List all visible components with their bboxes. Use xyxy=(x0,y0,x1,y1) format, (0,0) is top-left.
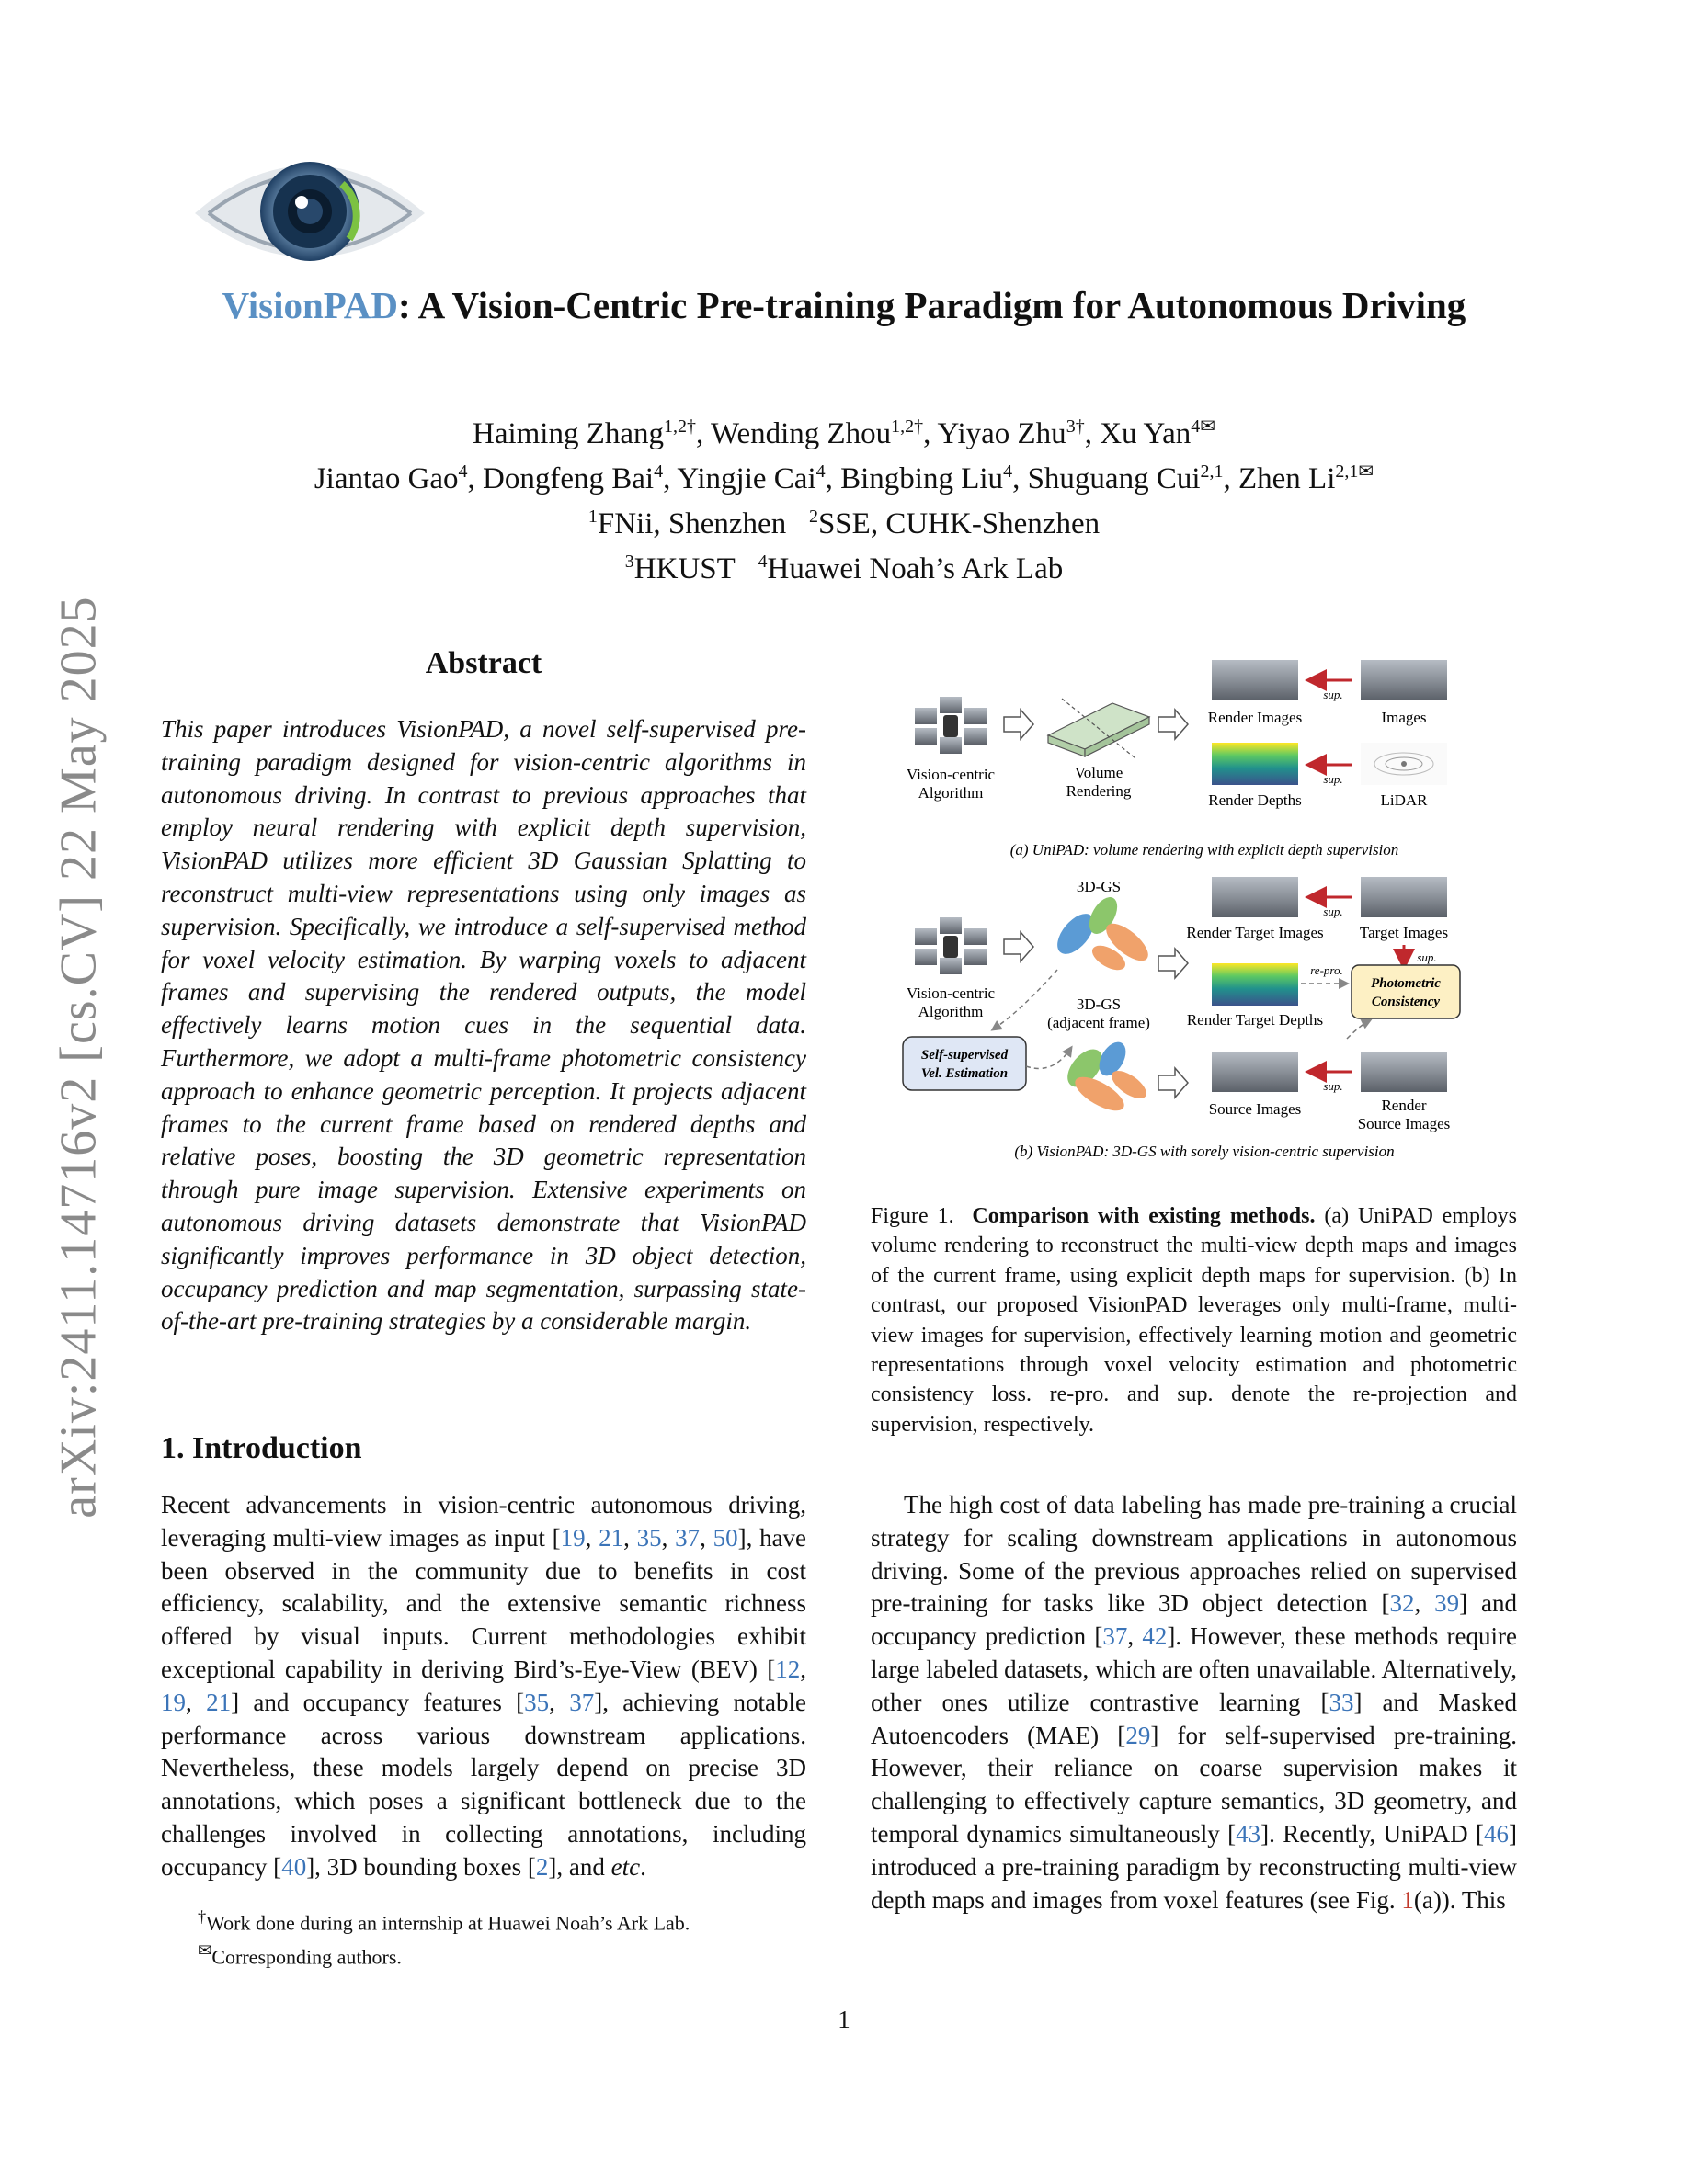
self-supervised-label: Self-supervised xyxy=(920,1048,1009,1063)
author-name: Haiming Zhang xyxy=(472,417,665,450)
author-name: Zhen Li xyxy=(1238,462,1336,495)
render-source-label: Source Images xyxy=(1357,1115,1451,1132)
render-target-image-thumbnail xyxy=(1212,877,1298,917)
image-thumbnail xyxy=(1361,660,1447,700)
gaussian-splats-icon xyxy=(1051,893,1155,975)
flow-arrow xyxy=(1004,710,1033,739)
figure-1-diagram xyxy=(883,643,1526,1167)
lidar-label: LiDAR xyxy=(1380,791,1428,809)
affiliation-name: HKUST xyxy=(633,552,736,586)
footnote-corresponding: ✉Corresponding authors. xyxy=(198,1941,402,1969)
figure-label: Figure 1. xyxy=(871,1204,954,1228)
photometric-consistency-box xyxy=(1352,965,1460,1018)
affiliation-line-2 xyxy=(138,543,1550,588)
abstract-heading: Abstract xyxy=(425,646,542,680)
citation-link[interactable]: 39 xyxy=(1434,1589,1460,1618)
3dgs-label: 3D-GS xyxy=(1076,878,1122,895)
footnote-internship: †Work done during an internship at Huawei Noah’s Ark Lab. xyxy=(198,1907,690,1935)
citation-link[interactable]: 35 xyxy=(524,1688,550,1716)
affiliation-number: 4 xyxy=(758,552,768,572)
author-name: Yiyao Zhu xyxy=(937,417,1066,450)
paper-title xyxy=(138,283,1550,327)
volume-rendering-label: Volume xyxy=(1074,764,1123,781)
arxiv-identifier xyxy=(51,561,107,1553)
author-affiliation-mark: 2,1 xyxy=(1200,461,1224,482)
sup-label: sup. xyxy=(1323,688,1343,701)
dashed-flow-arrow xyxy=(1026,1048,1071,1069)
citation-link[interactable]: 50 xyxy=(713,1523,738,1552)
author-affiliation-mark: 3† xyxy=(1066,416,1085,437)
affiliation-name: SSE, CUHK-Shenzhen xyxy=(817,507,1101,540)
render-target-images-label: Render Target Images xyxy=(1186,924,1324,941)
affiliation-number: 1 xyxy=(587,506,598,527)
flow-arrow xyxy=(1158,1068,1188,1098)
figure-part-a xyxy=(907,660,1447,859)
self-supervised-velocity-box xyxy=(903,1037,1026,1090)
input-label: Vision-centric xyxy=(906,766,996,783)
author-affiliation-mark: 4✉ xyxy=(1191,416,1215,437)
author-line-1: Haiming Zhang$^{1,2\dagger}$, Wending Zhou$^{1,2\dagger}$, Yiyao Zhu$^{3\dagger}$, Xu Yan$^{4✉}$ xyxy=(472,416,1215,450)
visionpad-logo xyxy=(195,147,425,276)
citation-link[interactable]: 35 xyxy=(636,1523,662,1552)
citation-link[interactable]: 19 xyxy=(560,1523,586,1552)
author-affiliation-mark: 1,2† xyxy=(891,416,924,437)
3dgs-adjacent-label: (adjacent frame) xyxy=(1047,1014,1150,1031)
body-paragraph-right: The high cost of data labeling has made pre-training a crucial strategy for scaling downstream applications in autonomous driving. Some of the previous approaches relied on supervised pre-training for tasks like 3D object detection [32, 39] and occupancy prediction [37, 42]. However, these methods require large labeled datasets, which are often unavailable. Alternatively, other ones utilize contrastive learning [33] and Masked Autoencoders (MAE) [29] for self-supervised pre-training. However, their reliance on coarse supervision makes it challenging to effectively capture semantics, 3D geometry, and temporal dynamics simultaneously [43]. Recently, UniPAD [46] introduced a pre-training paradigm by reconstructing multi-view depth maps and images from voxel features (see Fig. 1(a)). This xyxy=(871,1491,1518,1914)
citation-link[interactable]: 12 xyxy=(775,1655,801,1683)
render-source-image-thumbnail xyxy=(1361,1052,1447,1092)
citation-link[interactable]: 33 xyxy=(1329,1688,1354,1716)
introduction-paragraph: Recent advancements in vision-centric autonomous driving, leveraging multi-view images as input [19, 21, 35, 37, 50], have been observed in the community due to benefits in cost efficiency, scalability, and the extensive semantic richness offered by visual inputs. Current methodologies exhibit exceptional capability in deriving Bird’s-Eye-View (BEV) [12, 19, 21] and occupancy features [35, 37], achieving notable performance across various downstream applications. Nevertheless, these models largely depend on precise 3D annotations, which poses a significant bottleneck due to the challenges involved in collecting annotations, including occupancy [40], 3D bounding boxes [2], and etc. xyxy=(161,1491,807,1881)
repro-label: re-pro. xyxy=(1310,963,1343,977)
author-affiliation-mark: 4 xyxy=(458,461,468,482)
dashed-flow-arrow xyxy=(1347,1020,1370,1039)
render-source-label: Render xyxy=(1381,1097,1427,1114)
target-image-thumbnail xyxy=(1361,877,1447,917)
lidar-thumbnail xyxy=(1361,743,1447,785)
target-images-label: Target Images xyxy=(1359,924,1449,941)
citation-link[interactable]: 32 xyxy=(1389,1589,1415,1618)
affiliation-number: 3 xyxy=(624,552,634,572)
subfigure-b-caption: (b) VisionPAD: 3D-GS with sorely vision-centric supervision xyxy=(1014,1143,1395,1160)
citation-link[interactable]: 43 xyxy=(1236,1819,1261,1848)
author-affiliation-mark: 4 xyxy=(654,461,664,482)
input-label: Algorithm xyxy=(918,1003,984,1020)
sup-label: sup. xyxy=(1323,904,1343,918)
multi-view-input-icon xyxy=(915,697,987,754)
citation-link[interactable]: 29 xyxy=(1125,1721,1151,1749)
affiliation-number: 2 xyxy=(808,506,818,527)
citation-link[interactable]: 37 xyxy=(1102,1622,1128,1651)
author-affiliation-mark: 4 xyxy=(1003,461,1013,482)
author-name: Wending Zhou xyxy=(710,417,892,450)
author-name: Yingjie Cai xyxy=(677,462,816,495)
figure-reference-link[interactable]: 1 xyxy=(1401,1885,1414,1914)
citation-link[interactable]: 2 xyxy=(535,1852,549,1881)
citation-link[interactable]: 46 xyxy=(1484,1819,1509,1848)
citation-link[interactable]: 40 xyxy=(281,1852,307,1881)
author-name: Shuguang Cui xyxy=(1027,462,1201,495)
author-name: Dongfeng Bai xyxy=(483,462,655,495)
section-heading-introduction: 1. Introduction xyxy=(161,1431,362,1465)
citation-link[interactable]: 19 xyxy=(161,1688,186,1716)
figure-part-b xyxy=(903,877,1460,1160)
arxiv-identifier-text: arXiv:2411.14716v2 [cs.CV] 22 May 2025 xyxy=(51,596,108,1519)
citation-link[interactable]: 21 xyxy=(206,1688,232,1716)
citation-link[interactable]: 21 xyxy=(599,1523,624,1552)
affiliation-line-1 xyxy=(138,498,1550,543)
images-label: Images xyxy=(1381,709,1427,726)
title-rest: : A Vision-Centric Pre-training Paradigm for Autonomous Driving xyxy=(398,284,1466,326)
affiliation-name: Huawei Noah’s Ark Lab xyxy=(767,552,1064,586)
figure-1-caption xyxy=(871,1201,1517,1439)
sup-label: sup. xyxy=(1417,950,1437,964)
source-image-thumbnail xyxy=(1212,1052,1298,1092)
author-name: Bingbing Liu xyxy=(840,462,1004,495)
render-depth-thumbnail xyxy=(1212,743,1298,785)
flow-arrow xyxy=(1004,932,1033,961)
subfigure-a-caption: (a) UniPAD: volume rendering with explicit depth supervision xyxy=(1009,841,1399,859)
photometric-label: Photometric xyxy=(1371,976,1441,991)
3dgs-adjacent-label: 3D-GS xyxy=(1076,995,1122,1013)
render-target-depth-thumbnail xyxy=(1212,963,1298,1006)
render-images-label: Render Images xyxy=(1207,709,1303,726)
affiliation-name: FNii, Shenzhen xyxy=(597,507,787,540)
flow-arrow xyxy=(1158,949,1188,978)
render-target-depths-label: Render Target Depths xyxy=(1186,1011,1324,1029)
source-images-label: Source Images xyxy=(1208,1100,1302,1118)
volume-rendering-label: Rendering xyxy=(1066,782,1132,800)
figure-caption-text: (a) UniPAD employs volume rendering to reconstruct the multi-view depth maps and images of the current frame, using explicit depth maps for supervision. (b) In contrast, our proposed VisionPAD leverages only multi-frame, multi-view images for supervision, effectively learning motion and geometric representations through voxel velocity estimation and photometric consistency loss. re-pro. and sup. denote the re-projection and supervision, respectively. xyxy=(871,1204,1518,1437)
self-supervised-label: Vel. Estimation xyxy=(920,1066,1009,1081)
author-affiliation-mark: 2,1✉ xyxy=(1335,461,1374,482)
page-number: 1 xyxy=(838,2006,850,2033)
render-image-thumbnail xyxy=(1212,660,1298,700)
abstract-text: This paper introduces VisionPAD, a novel self-supervised pre-training paradigm designed for vision-centric algorithms in autonomous driving. In contrast to previous approaches that employ neural rendering with explicit depth supervision, VisionPAD utilizes more efficient 3D Gaussian Splatting to reconstruct multi-view representations using only images as supervision. Specifically, we introduce a self-supervised method for voxel velocity estimation. By warping voxels to adjacent frames and supervising the rendered outputs, the model effectively learns motion cues in the sequential data. Furthermore, we adopt a multi-frame photometric consistency approach to enhance geometric perception. It projects adjacent frames to the current frame based on rendered depths and relative poses, boosting the 3D geometric representation through pure image supervision. Extensive experiments on autonomous driving datasets demonstrate that VisionPAD significantly improves performance in 3D object detection, occupancy prediction and map segmentation, surpassing state-of-the-art pre-training strategies by a considerable margin. xyxy=(161,715,806,1336)
sup-label: sup. xyxy=(1323,1079,1343,1093)
author-name: Jiantao Gao xyxy=(314,462,459,495)
footnotes xyxy=(198,1903,804,1972)
title-brand: VisionPAD xyxy=(222,284,399,326)
render-depths-label: Render Depths xyxy=(1208,791,1302,809)
sup-label: sup. xyxy=(1323,772,1343,786)
author-block xyxy=(138,408,1550,588)
multi-view-input-icon xyxy=(915,917,987,974)
input-label: Vision-centric xyxy=(906,984,996,1002)
flow-arrow xyxy=(1158,710,1188,739)
photometric-label: Consistency xyxy=(1371,995,1441,1009)
author-name: Xu Yan xyxy=(1100,417,1192,450)
author-affiliation-mark: 1,2† xyxy=(664,416,697,437)
gaussian-splats-adjacent-icon xyxy=(1061,1038,1151,1118)
citation-link[interactable]: 37 xyxy=(675,1523,701,1552)
author-line-2: Jiantao Gao$^4$, Dongfeng Bai$^4$, Yingjie Cai$^4$, Bingbing Liu$^4$, Shuguang Cui$^{2,1}$, Zhen $Li^{2,1✉}$ xyxy=(314,461,1374,495)
citation-link[interactable]: 37 xyxy=(569,1688,595,1716)
figure-caption-title: Comparison with existing methods. xyxy=(972,1204,1316,1228)
volume-rendering-icon xyxy=(1048,699,1149,758)
author-affiliation-mark: 4 xyxy=(815,461,826,482)
input-label: Algorithm xyxy=(918,784,984,802)
citation-link[interactable]: 42 xyxy=(1142,1622,1168,1651)
